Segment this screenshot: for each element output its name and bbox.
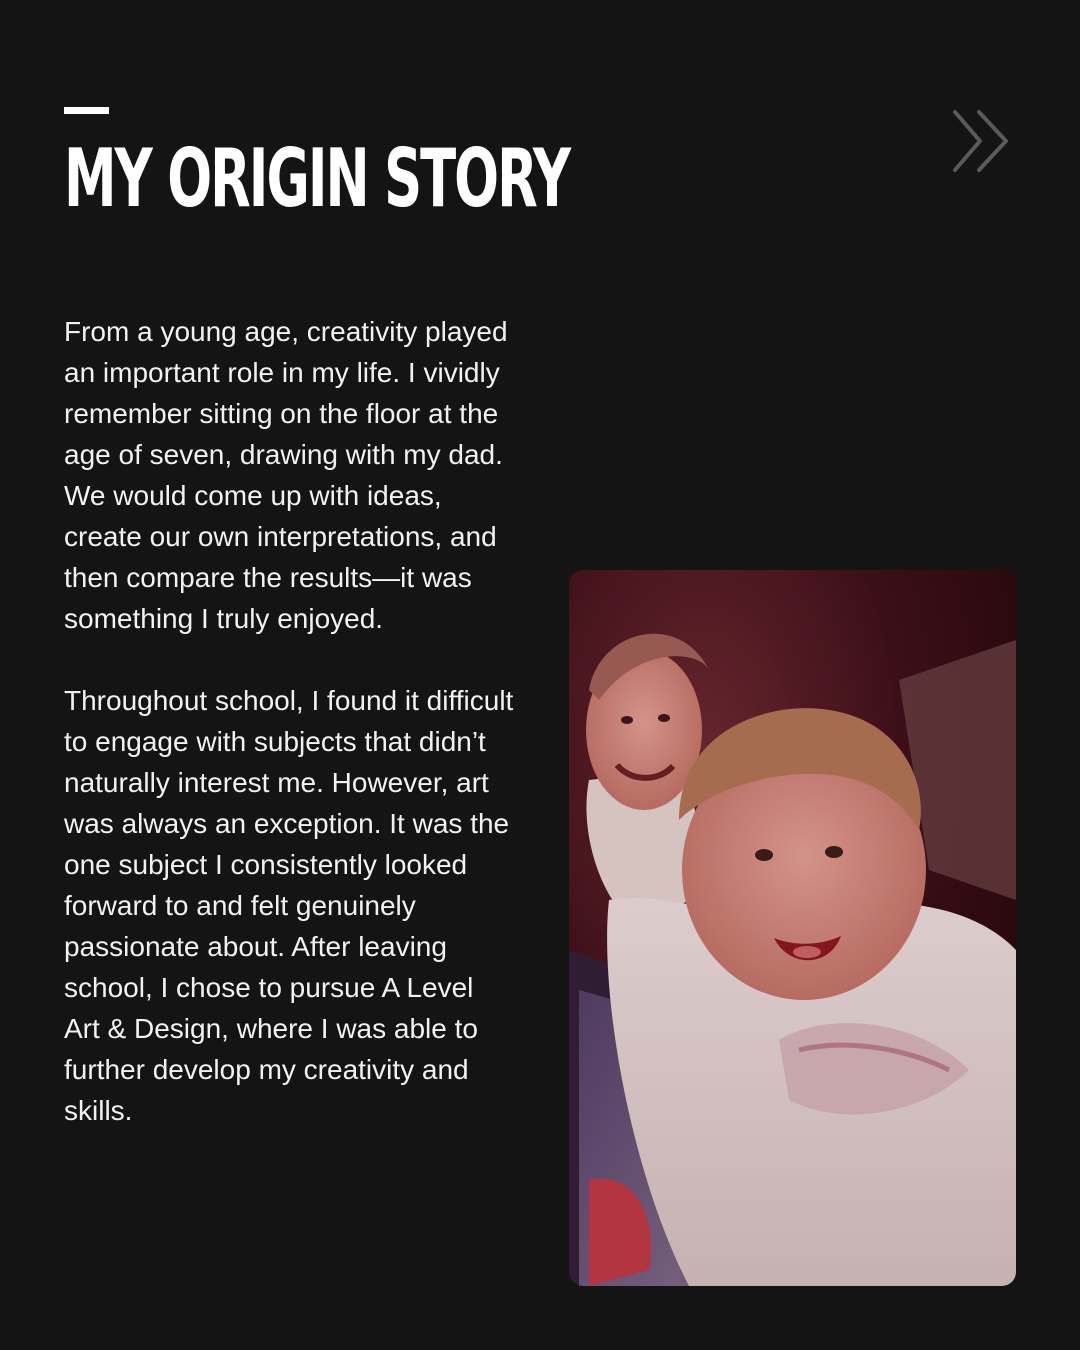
page-title: MY ORIGIN STORY [64,132,570,225]
childhood-photo [569,570,1016,1286]
story-text [64,311,514,1172]
title-accent-bar [64,107,109,114]
double-chevron-right-icon[interactable] [948,108,1014,174]
story-paragraph-1: From a young age, creativity played an important role in my life. I vividly remember sitting on the floor at the age of seven, drawing with my dad. We would come up with ideas, create our own interpretations, and then compare the results—it was something I truly enjoyed. [64,316,508,634]
story-paragraph-2: Throughout school, I found it difficult to engage with subjects that didn’t naturally interest me. However, art was always an exception. It was the one subject I consistently looked forward to and felt genuinely passionate about. After leaving school, I chose to pursue A Level Art & Design, where I was able to further develop my creativity and skills. [64,685,514,1126]
